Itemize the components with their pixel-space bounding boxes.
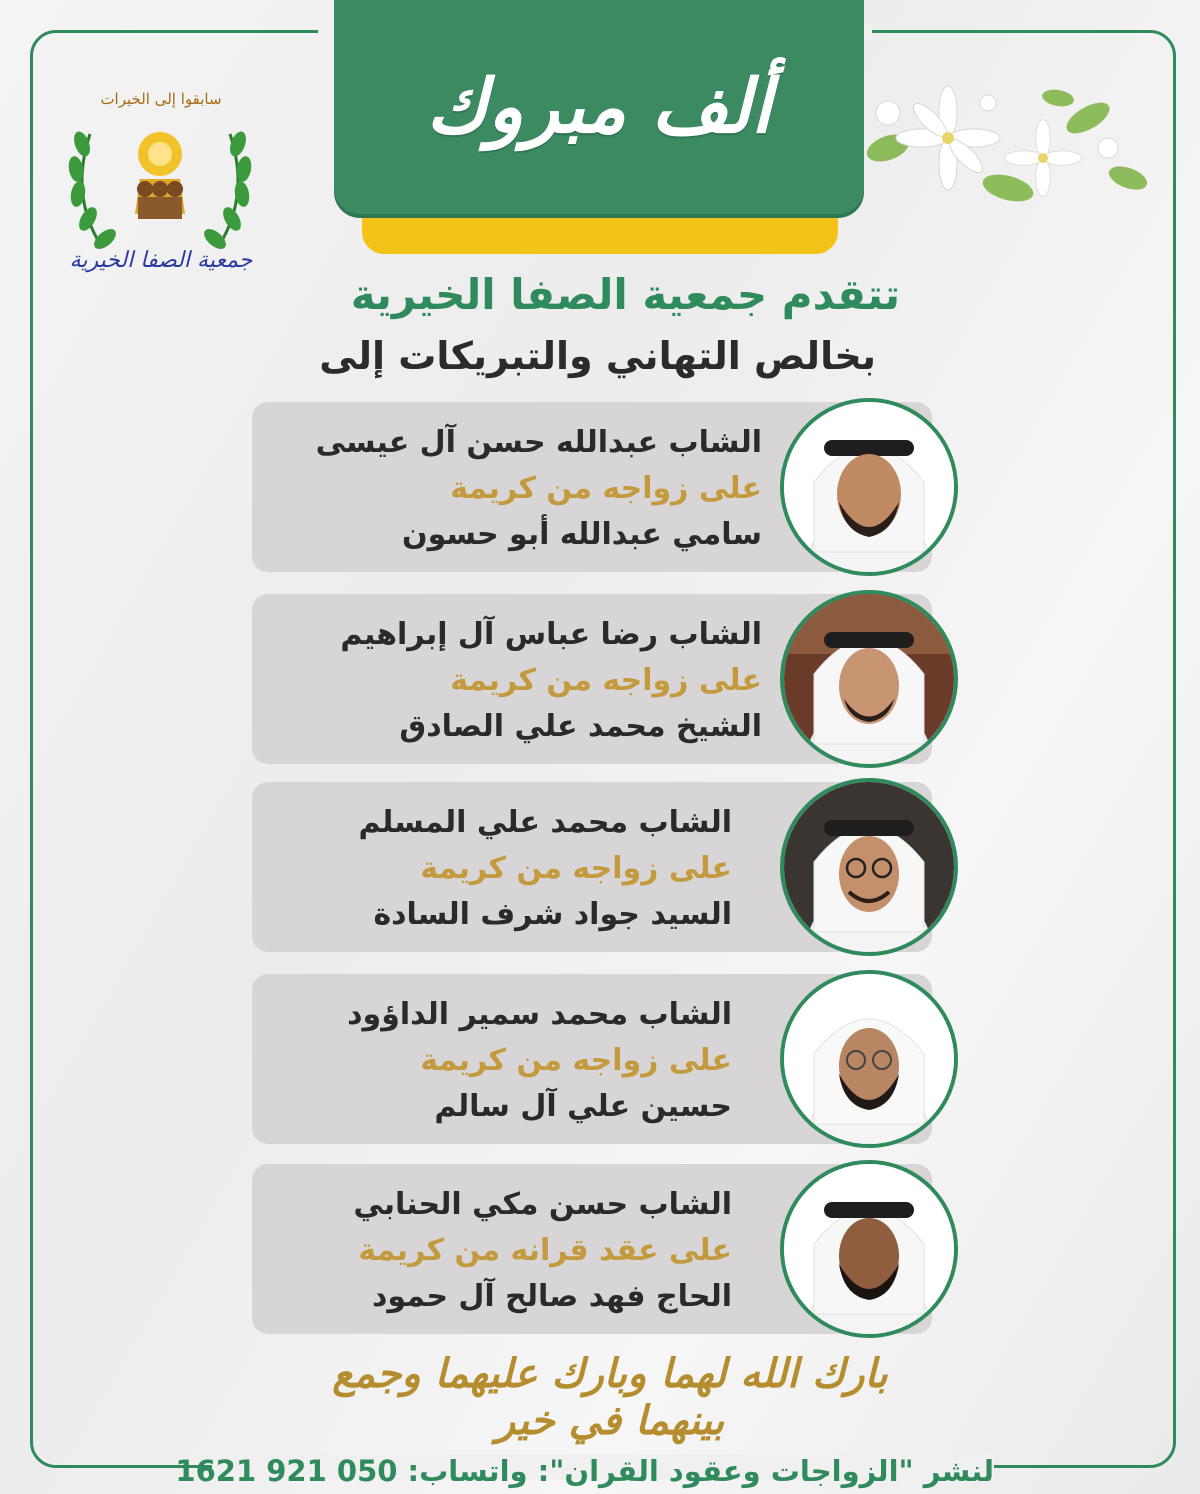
occasion-text: على زواجه من كريمة <box>450 471 762 506</box>
groom-name: الشاب عبدالله حسن آل عيسى <box>315 425 762 460</box>
groom-name: الشاب محمد علي المسلم <box>358 805 732 840</box>
flowers-decoration <box>858 78 1158 218</box>
intro-heading: تتقدم جمعية الصفا الخيرية <box>350 270 900 319</box>
groom-name: الشاب رضا عباس آل إبراهيم <box>340 617 762 652</box>
groom-photo-avatar <box>780 970 958 1148</box>
bride-family: سامي عبدالله أبو حسون <box>402 517 762 552</box>
logo-slogan: سابقوا إلى الخيرات <box>100 90 222 108</box>
groom-photo-avatar <box>780 590 958 768</box>
occasion-text: على زواجه من كريمة <box>450 663 762 698</box>
footer-contact: لنشر "الزواجات وعقود القران": واتساب: 050 921 1621 <box>175 1454 994 1488</box>
groom-photo-avatar <box>780 398 958 576</box>
occasion-text: على زواجه من كريمة <box>420 851 732 886</box>
groom-name: الشاب محمد سمير الداؤود <box>347 997 732 1032</box>
intro-subheading: بخالص التهاني والتبريكات إلى <box>319 334 876 378</box>
occasion-text: على عقد قرانه من كريمة <box>358 1233 732 1268</box>
occasion-text: على زواجه من كريمة <box>420 1043 732 1078</box>
groom-photo-avatar <box>780 778 958 956</box>
blessing-calligraphy: بارك الله لهما وبارك عليهما وجمع بينهما في خير <box>332 1350 888 1444</box>
bride-family: السيد جواد شرف السادة <box>373 897 732 932</box>
bride-family: حسين علي آل سالم <box>434 1089 732 1124</box>
header-title: ألف مبروك <box>426 64 772 150</box>
bride-family: الحاج فهد صالح آل حمود <box>372 1279 732 1314</box>
logo-name: جمعية الصفا الخيرية <box>69 248 253 273</box>
groom-name: الشاب حسن مكي الحنابي <box>353 1187 732 1222</box>
header-badge <box>334 0 864 214</box>
groom-photo-avatar <box>780 1160 958 1338</box>
bride-family: الشيخ محمد علي الصادق <box>399 709 762 744</box>
